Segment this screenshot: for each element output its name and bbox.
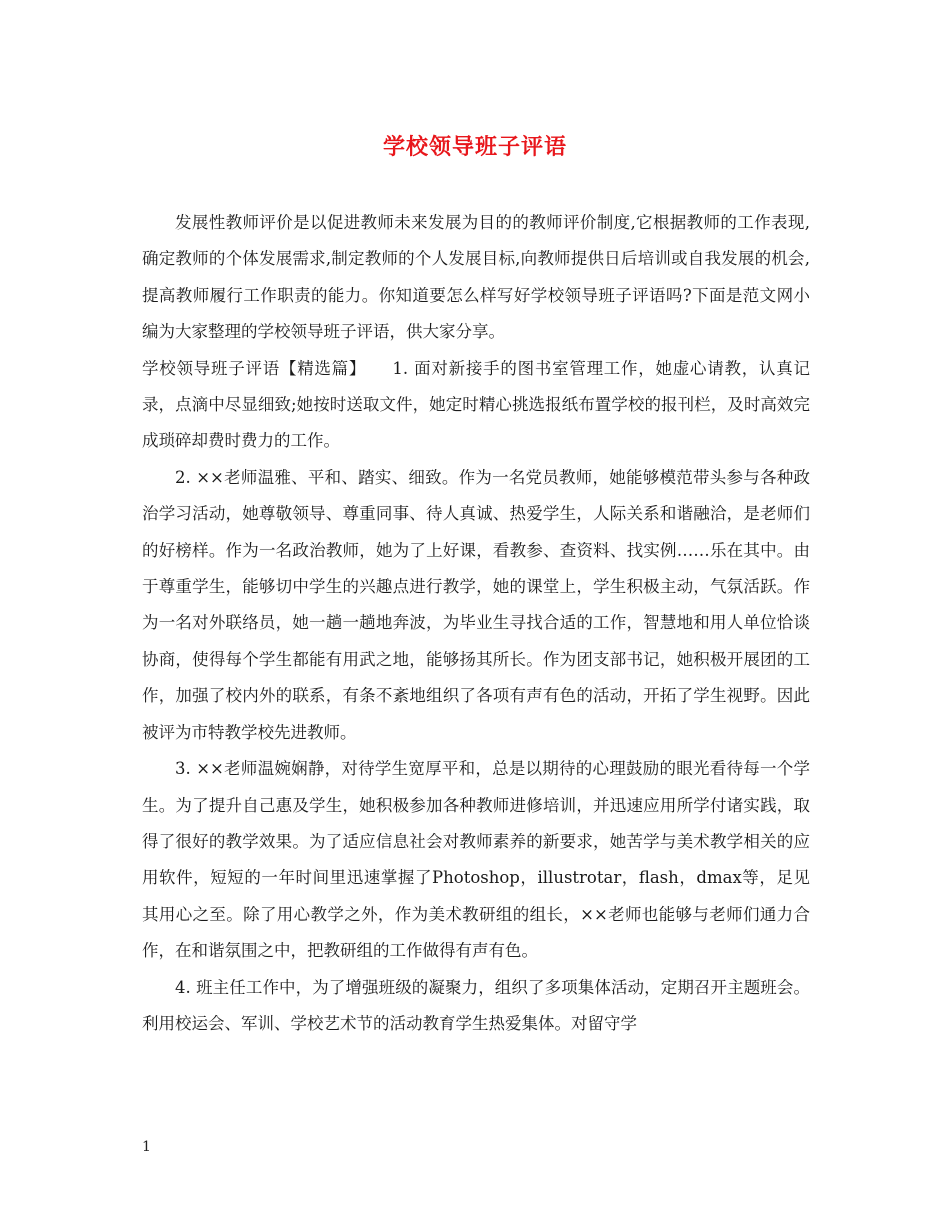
document-body — [142, 205, 810, 1042]
paragraph-intro: 发展性教师评价是以促进教师未来发展为目的的教师评价制度,它根据教师的工作表现,确定教师的个体发展需求,制定教师的个人发展目标,向教师提供日后培训或自我发展的机会,提高教师履行工作职责的能力。你知道要怎么样写好学校领导班子评语吗?下面是范文网小编为大家整理的学校领导班子评语，供大家分享。 — [142, 213, 810, 342]
page-title: 学校领导班子评语 — [382, 134, 567, 160]
page-number: 1 — [142, 1139, 151, 1155]
paragraph-item-3: 3. ××老师温婉娴静，对待学生宽厚平和，总是以期待的心理鼓励的眼光看待每一个学生。为了提升自己惠及学生，她积极参加各种教师进修培训，并迅速应用所学付诸实践，取得了很好的教学效果。为了适应信息社会对教师素养的新要求，她苦学与美术教学相关的应用软件，短短的一年时间里迅速掌握了Photoshop，illustrotar，flash，dmax等，足见其用心之至。除了用心教学之外，作为美术教研组的组长，××老师也能够与老师们通力合作，在和谐氛围之中，把教研组的工作做得有声有色。 — [142, 759, 810, 961]
paragraph-item-1: 学校领导班子评语【精选篇】 1. 面对新接手的图书室管理工作，她虚心请教，认真记录，点滴中尽显细致;她按时送取文件，她定时精心挑选报纸布置学校的报刊栏，及时高效完成琐碎却费时费力的工作。 — [142, 358, 810, 451]
paragraph-item-4: 4. 班主任工作中，为了增强班级的凝聚力，组织了多项集体活动，定期召开主题班会。利用校运会、军训、学校艺术节的活动教育学生热爱集体。对留守学 — [142, 977, 810, 1033]
paragraph-item-2: 2. ××老师温雅、平和、踏实、细致。作为一名党员教师，她能够模范带头参与各种政治学习活动，她尊敬领导、尊重同事、待人真诚、热爱学生，人际关系和谐融洽，是老师们的好榜样。作为一名政治教师，她为了上好课，看教参、查资料、找实例……乐在其中。由于尊重学生，能够切中学生的兴趣点进行教学，她的课堂上，学生积极主动，气氛活跃。作为一名对外联络员，她一趟一趟地奔波，为毕业生寻找合适的工作，智慧地和用人单位恰谈协商，使得每个学生都能有用武之地，能够扬其所长。作为团支部书记，她积极开展团的工作，加强了校内外的联系，有条不紊地组织了各项有声有色的活动，开拓了学生视野。因此被评为市特教学校先进教师。 — [142, 467, 810, 742]
